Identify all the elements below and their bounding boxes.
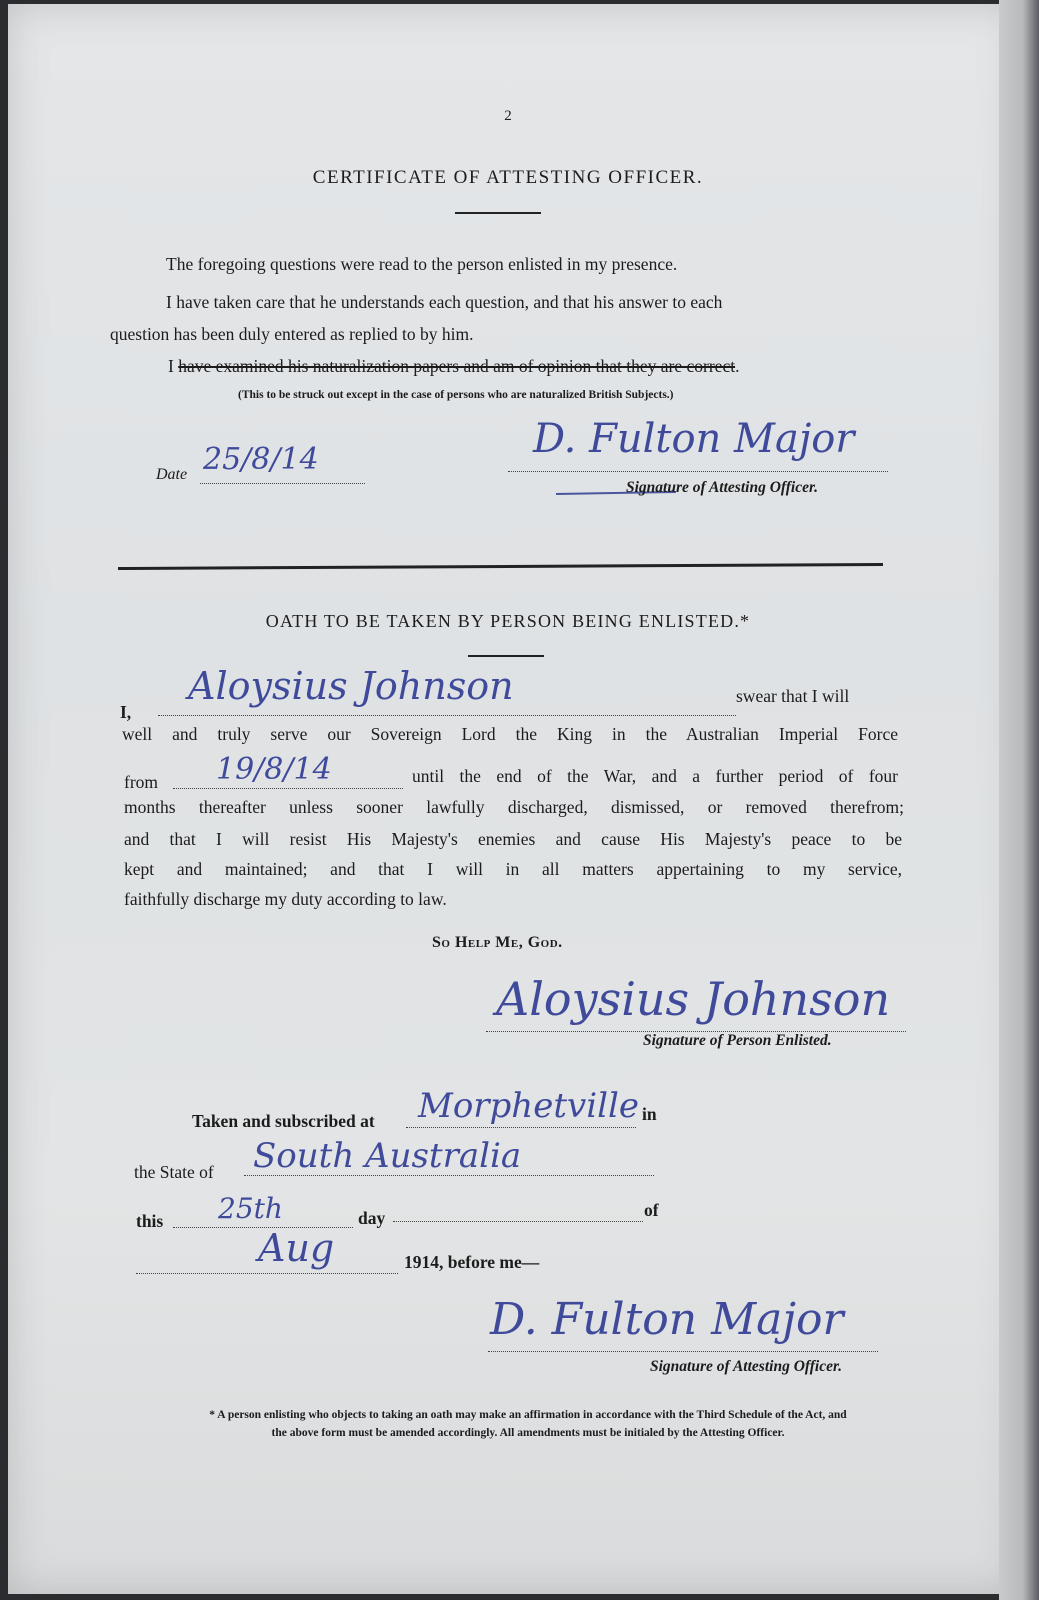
enlisted-signature: Aloysius Johnson [496, 972, 891, 1026]
oath-line-6: kept and maintained; and that I will in all matters appertaining to my service, [124, 859, 902, 879]
year: 1914 [404, 1252, 439, 1272]
struck-text: have examined his naturalization papers and am of opinion that they are correct [178, 356, 736, 376]
month: Aug [258, 1226, 335, 1270]
struck-note: (This to be struck out except in the case of persons who are naturalized British Subjects.) [238, 389, 674, 401]
before-me: , before me— [439, 1252, 540, 1272]
day-label: day [358, 1208, 386, 1228]
month-blank-line [393, 1220, 643, 1222]
oath-closing: So Help Me, God. [432, 934, 563, 951]
oath-line-3: until the end of the War, and a further period of four [412, 766, 898, 786]
oath-title-underline [468, 655, 544, 657]
final-officer-signature: D. Fulton Major [490, 1294, 844, 1345]
officer-signature: D. Fulton Major [533, 416, 855, 462]
section-divider [118, 563, 883, 570]
month-line [136, 1272, 398, 1274]
enlistee-name: Aloysius Johnson [188, 664, 514, 708]
oath-line-7: faithfully discharge my duty according to law. [124, 889, 447, 909]
from-date-line [173, 787, 403, 789]
date-value: 25/8/14 [203, 442, 319, 477]
final-signature-line [488, 1350, 878, 1352]
struck-suffix: . [735, 356, 740, 376]
from-label: from [124, 772, 159, 792]
date-line [200, 482, 365, 484]
oath-line-2: well and truly serve our Sovereign Lord the King in the Australian Imperial Force [122, 724, 898, 744]
enlisted-signature-label: Signature of Person Enlisted. [643, 1032, 832, 1049]
before-me-line [404, 1252, 539, 1273]
certificate-line-2b: question has been duly entered as replied to by him. [110, 324, 474, 344]
oath-line-5: and that I will resist His Majesty's enemies and cause His Majesty's peace to be [124, 829, 902, 849]
date-label: Date [156, 466, 188, 483]
officer-signature-label: Signature of Attesting Officer. [626, 479, 819, 496]
page-number: 2 [504, 108, 512, 124]
struck-prefix: I [168, 356, 179, 376]
in-label: in [642, 1104, 657, 1124]
oath-title: OATH TO BE TAKEN BY PERSON BEING ENLISTED.* [265, 611, 751, 631]
footnote-line-1: * A person enlisting who objects to taking an oath may make an affirmation in accordance with the Third Schedule of the Act, and [209, 1409, 847, 1421]
final-signature-label: Signature of Attesting Officer. [650, 1358, 843, 1375]
state: South Australia [253, 1136, 522, 1176]
place-line [406, 1126, 636, 1128]
certificate-struck-line [168, 356, 739, 377]
state-label: the State of [134, 1162, 214, 1182]
name-line [158, 714, 736, 716]
this-label: this [136, 1211, 164, 1231]
oath-pronoun: I, [120, 702, 132, 722]
page-edge [999, 0, 1039, 1600]
day-value: 25th [218, 1192, 283, 1225]
document-page [8, 4, 1018, 1594]
certificate-title: CERTIFICATE OF ATTESTING OFFICER. [312, 167, 704, 188]
title-underline [455, 212, 541, 214]
taken-label: Taken and subscribed at [192, 1111, 375, 1131]
officer-signature-line [508, 470, 888, 472]
from-date: 19/8/14 [216, 752, 332, 787]
place: Morphetville [418, 1086, 639, 1126]
oath-swear: swear that I will [736, 686, 850, 706]
certificate-line-1: The foregoing questions were read to the person enlisted in my presence. [166, 254, 678, 274]
footnote-line-2: the above form must be amended accordingly. All amendments must be initialed by the Attesting Officer. [271, 1427, 785, 1439]
certificate-line-2a: I have taken care that he understands each question, and that his answer to each [166, 292, 723, 312]
of-label: of [644, 1200, 659, 1220]
oath-line-4: months thereafter unless sooner lawfully discharged, dismissed, or removed therefrom; [124, 797, 904, 817]
